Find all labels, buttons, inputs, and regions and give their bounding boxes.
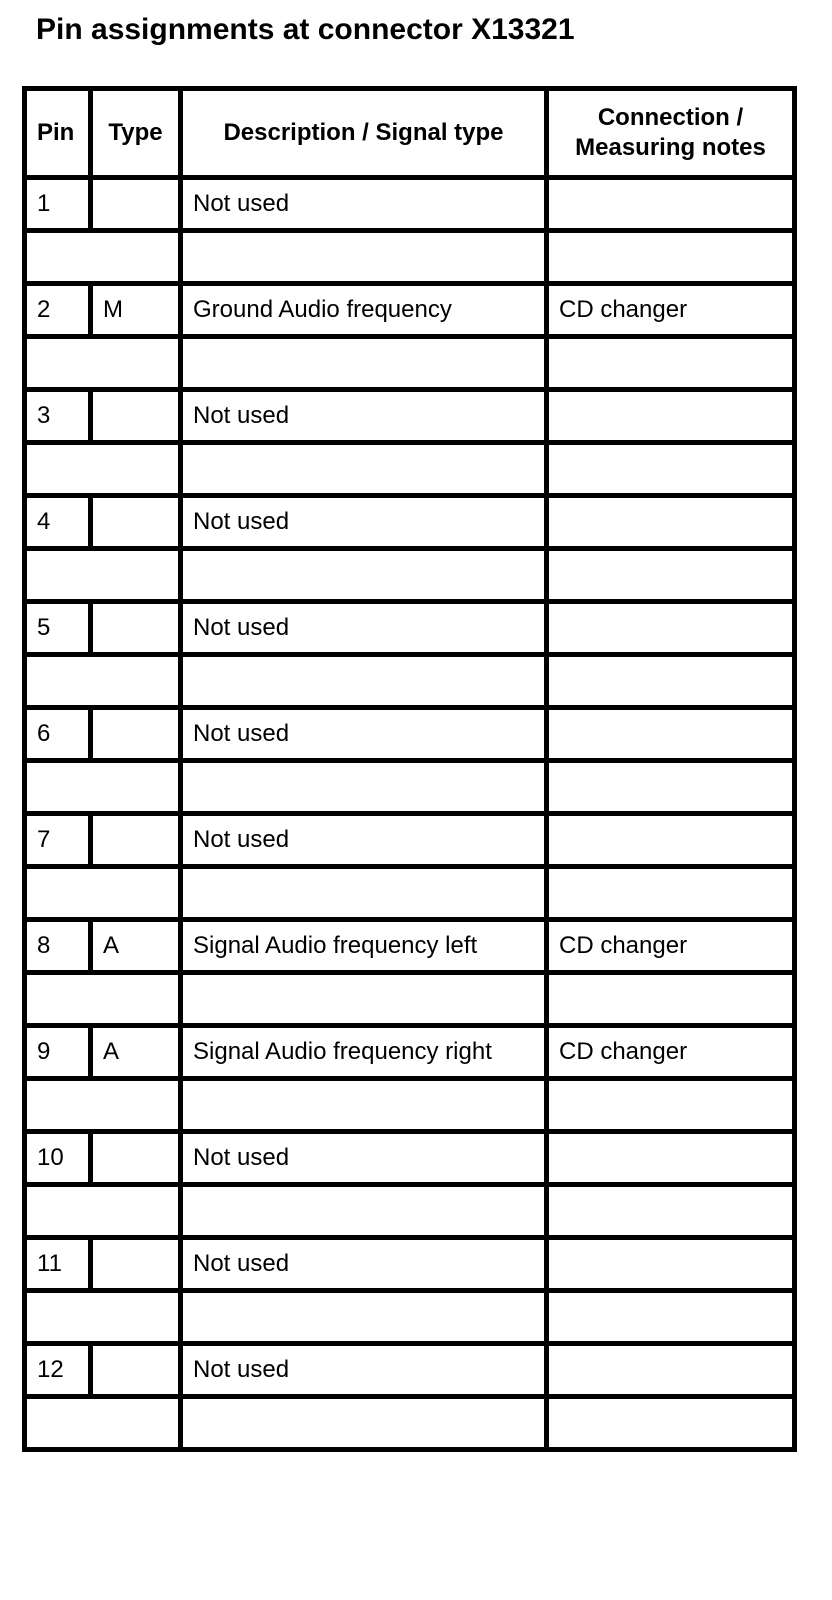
header-connection-line1: Connection / [597, 104, 744, 131]
spacer-cell-pin-type [25, 231, 181, 284]
cell-description: Not used [181, 1132, 547, 1185]
spacer-cell-description [181, 231, 547, 284]
table-row [25, 390, 795, 443]
cell-description: Not used [181, 496, 547, 549]
cell-type [91, 708, 181, 761]
cell-type: A [91, 1026, 181, 1079]
table-row [25, 814, 795, 867]
spacer-row [25, 1291, 795, 1344]
spacer-row [25, 1397, 795, 1450]
cell-type [91, 602, 181, 655]
cell-pin: 11 [25, 1238, 91, 1291]
cell-description: Ground Audio frequency [181, 284, 547, 337]
table-row [25, 496, 795, 549]
spacer-cell-description [181, 1397, 547, 1450]
cell-pin: 12 [25, 1344, 91, 1397]
table-row [25, 178, 795, 231]
spacer-cell-pin-type [25, 1079, 181, 1132]
cell-pin: 3 [25, 390, 91, 443]
spacer-cell-pin-type [25, 655, 181, 708]
spacer-cell-description [181, 973, 547, 1026]
spacer-cell-connection [547, 1185, 795, 1238]
cell-pin: 1 [25, 178, 91, 231]
header-connection [547, 89, 795, 178]
cell-description: Not used [181, 708, 547, 761]
cell-description: Not used [181, 814, 547, 867]
spacer-cell-connection [547, 1397, 795, 1450]
cell-pin: 6 [25, 708, 91, 761]
table-row [25, 1238, 795, 1291]
cell-connection [547, 1238, 795, 1291]
spacer-cell-pin-type [25, 867, 181, 920]
header-type: Type [91, 89, 181, 178]
cell-pin: 2 [25, 284, 91, 337]
cell-connection [547, 178, 795, 231]
cell-type: A [91, 920, 181, 973]
cell-type [91, 814, 181, 867]
spacer-cell-pin-type [25, 443, 181, 496]
table-row [25, 920, 795, 973]
spacer-cell-description [181, 1185, 547, 1238]
spacer-cell-description [181, 761, 547, 814]
spacer-cell-description [181, 1291, 547, 1344]
spacer-cell-connection [547, 655, 795, 708]
cell-description: Not used [181, 178, 547, 231]
spacer-row [25, 973, 795, 1026]
spacer-cell-description [181, 443, 547, 496]
spacer-cell-connection [547, 443, 795, 496]
spacer-cell-description [181, 867, 547, 920]
spacer-cell-connection [547, 549, 795, 602]
cell-connection [547, 1344, 795, 1397]
spacer-row [25, 443, 795, 496]
cell-description: Not used [181, 1344, 547, 1397]
cell-description: Not used [181, 602, 547, 655]
cell-type [91, 1238, 181, 1291]
spacer-row [25, 1185, 795, 1238]
cell-type [91, 1344, 181, 1397]
spacer-row [25, 231, 795, 284]
cell-description: Signal Audio frequency left [181, 920, 547, 973]
cell-description: Not used [181, 390, 547, 443]
page-title: Pin assignments at connector X13321 [36, 13, 575, 46]
header-description: Description / Signal type [181, 89, 547, 178]
spacer-row [25, 337, 795, 390]
spacer-cell-connection [547, 231, 795, 284]
table-row [25, 1132, 795, 1185]
table-row [25, 602, 795, 655]
cell-pin: 4 [25, 496, 91, 549]
cell-description: Not used [181, 1238, 547, 1291]
spacer-cell-description [181, 337, 547, 390]
spacer-cell-pin-type [25, 973, 181, 1026]
cell-pin: 5 [25, 602, 91, 655]
table-header-row [25, 89, 795, 178]
spacer-cell-description [181, 1079, 547, 1132]
spacer-cell-description [181, 549, 547, 602]
cell-pin: 10 [25, 1132, 91, 1185]
table-row [25, 1026, 795, 1079]
spacer-row [25, 549, 795, 602]
header-connection-line2: Measuring notes [575, 134, 766, 161]
cell-description: Signal Audio frequency right [181, 1026, 547, 1079]
spacer-cell-connection [547, 1079, 795, 1132]
pin-assignment-table [22, 86, 797, 1452]
cell-type [91, 178, 181, 231]
cell-connection: CD changer [547, 284, 795, 337]
cell-pin: 7 [25, 814, 91, 867]
spacer-row [25, 761, 795, 814]
spacer-cell-connection [547, 761, 795, 814]
cell-connection [547, 1132, 795, 1185]
cell-connection [547, 708, 795, 761]
spacer-cell-connection [547, 973, 795, 1026]
spacer-cell-description [181, 655, 547, 708]
cell-type: M [91, 284, 181, 337]
cell-connection: CD changer [547, 920, 795, 973]
spacer-row [25, 1079, 795, 1132]
spacer-cell-pin-type [25, 1291, 181, 1344]
cell-type [91, 1132, 181, 1185]
spacer-cell-pin-type [25, 549, 181, 602]
cell-type [91, 390, 181, 443]
cell-pin: 9 [25, 1026, 91, 1079]
table-row [25, 1344, 795, 1397]
cell-connection [547, 496, 795, 549]
spacer-cell-pin-type [25, 337, 181, 390]
table-row [25, 284, 795, 337]
spacer-cell-connection [547, 1291, 795, 1344]
spacer-cell-pin-type [25, 1185, 181, 1238]
cell-type [91, 496, 181, 549]
spacer-cell-pin-type [25, 761, 181, 814]
table-row [25, 708, 795, 761]
cell-connection [547, 390, 795, 443]
spacer-row [25, 867, 795, 920]
spacer-cell-pin-type [25, 1397, 181, 1450]
spacer-cell-connection [547, 337, 795, 390]
cell-connection [547, 814, 795, 867]
spacer-row [25, 655, 795, 708]
header-pin: Pin [25, 89, 91, 178]
cell-connection [547, 602, 795, 655]
spacer-cell-connection [547, 867, 795, 920]
cell-pin: 8 [25, 920, 91, 973]
cell-connection: CD changer [547, 1026, 795, 1079]
